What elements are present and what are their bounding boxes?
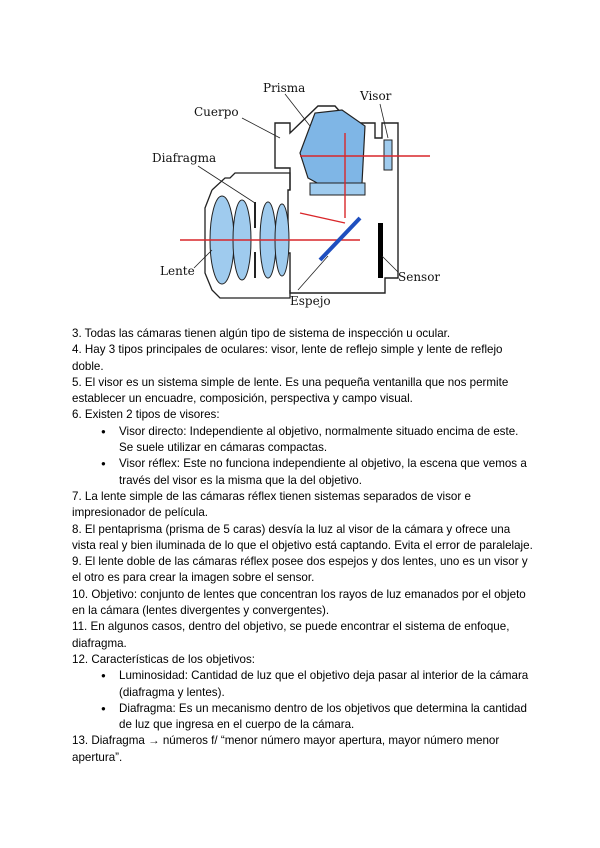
pointer-diafragma [198, 166, 255, 203]
label-prisma: Prisma [263, 81, 306, 95]
camera-diagram [150, 78, 440, 313]
pointer-lente [194, 250, 212, 268]
bullet-list-p12b [72, 668, 534, 733]
light-ray-reflected [300, 213, 345, 223]
mirror [320, 218, 360, 260]
label-cuerpo: Cuerpo [194, 105, 239, 119]
bullet-item: ● Visor directo: Independiente al objetivo, normalmente situado encima de este. Se suele utilizar en cámaras compactas. [107, 424, 534, 457]
pointer-prisma [285, 94, 310, 126]
paragraph-p5: 5. El visor es un sistema simple de lente. Es una pequeña ventanilla que nos permite establecer un encuadre, composición, perspectiva y campo visual. [72, 375, 509, 406]
label-lente: Lente [160, 264, 195, 278]
focusing-screen [310, 183, 365, 195]
bullet-list-p6b [72, 424, 534, 489]
viewfinder-eyepiece [384, 140, 392, 170]
notes-list [72, 326, 534, 766]
paragraph-p9: 9. El lente doble de las cámaras réflex posee dos espejos y dos lentes, uno es un visor y el otro es para crear la imagen sobre el sensor. [72, 555, 528, 585]
pointer-sensor [382, 256, 398, 272]
paragraph-p11: 11. En algunos casos, dentro del objetivo, se puede encontrar el sistema de enfoque, diafragma. [72, 620, 510, 650]
sensor-plate [378, 223, 383, 278]
pointer-cuerpo [242, 118, 280, 138]
paragraph-p7: 7. La lente simple de las cámaras réflex tienen sistemas separados de visor e impresionador de película. [72, 489, 471, 520]
bullet-item: ● Diafragma: Es un mecanismo dentro de los objetivos que determina la cantidad de luz que ingresa en el cuerpo de la cámara. [107, 701, 534, 734]
label-sensor: Sensor [398, 270, 440, 284]
paragraph-p4: 4. Hay 3 tipos principales de oculares: visor, lente de reflejo simple y lente de reflejo doble. [72, 343, 503, 373]
pentaprism [300, 110, 365, 190]
paragraph-p12: 12. Características de los objetivos: [72, 652, 256, 666]
bullet-item: ● Visor réflex: Este no funciona independiente al objetivo, la escena que vemos a través del visor es la misma que la del objetivo. [107, 456, 534, 489]
paragraph-p13: 13. Diafragma → números f/ “menor número mayor apertura, mayor número menor apertura”. [72, 734, 500, 764]
pointer-espejo [298, 256, 328, 290]
bullet-item: ● Luminosidad: Cantidad de luz que el objetivo deja pasar al interior de la cámara (diafragma y lentes). [107, 668, 534, 701]
label-visor: Visor [360, 89, 392, 103]
paragraph-p8: 8. El pentaprisma (prisma de 5 caras) desvía la luz al visor de la cámara y ofrece una vista real y bien iluminada de lo que el objetivo está captando. Evita el error de paralelaje. [72, 522, 533, 552]
label-diafragma: Diafragma [152, 151, 217, 165]
paragraph-p10: 10. Objetivo: conjunto de lentes que concentran los rayos de luz emanados por el objeto en la cámara (lentes divergentes y convergentes). [72, 587, 526, 618]
label-espejo: Espejo [290, 294, 331, 308]
paragraph-p6: 6. Existen 2 tipos de visores: [72, 408, 220, 422]
pointer-visor [380, 104, 388, 138]
paragraph-p3: 3. Todas las cámaras tienen algún tipo de sistema de inspección u ocular. [72, 327, 451, 340]
